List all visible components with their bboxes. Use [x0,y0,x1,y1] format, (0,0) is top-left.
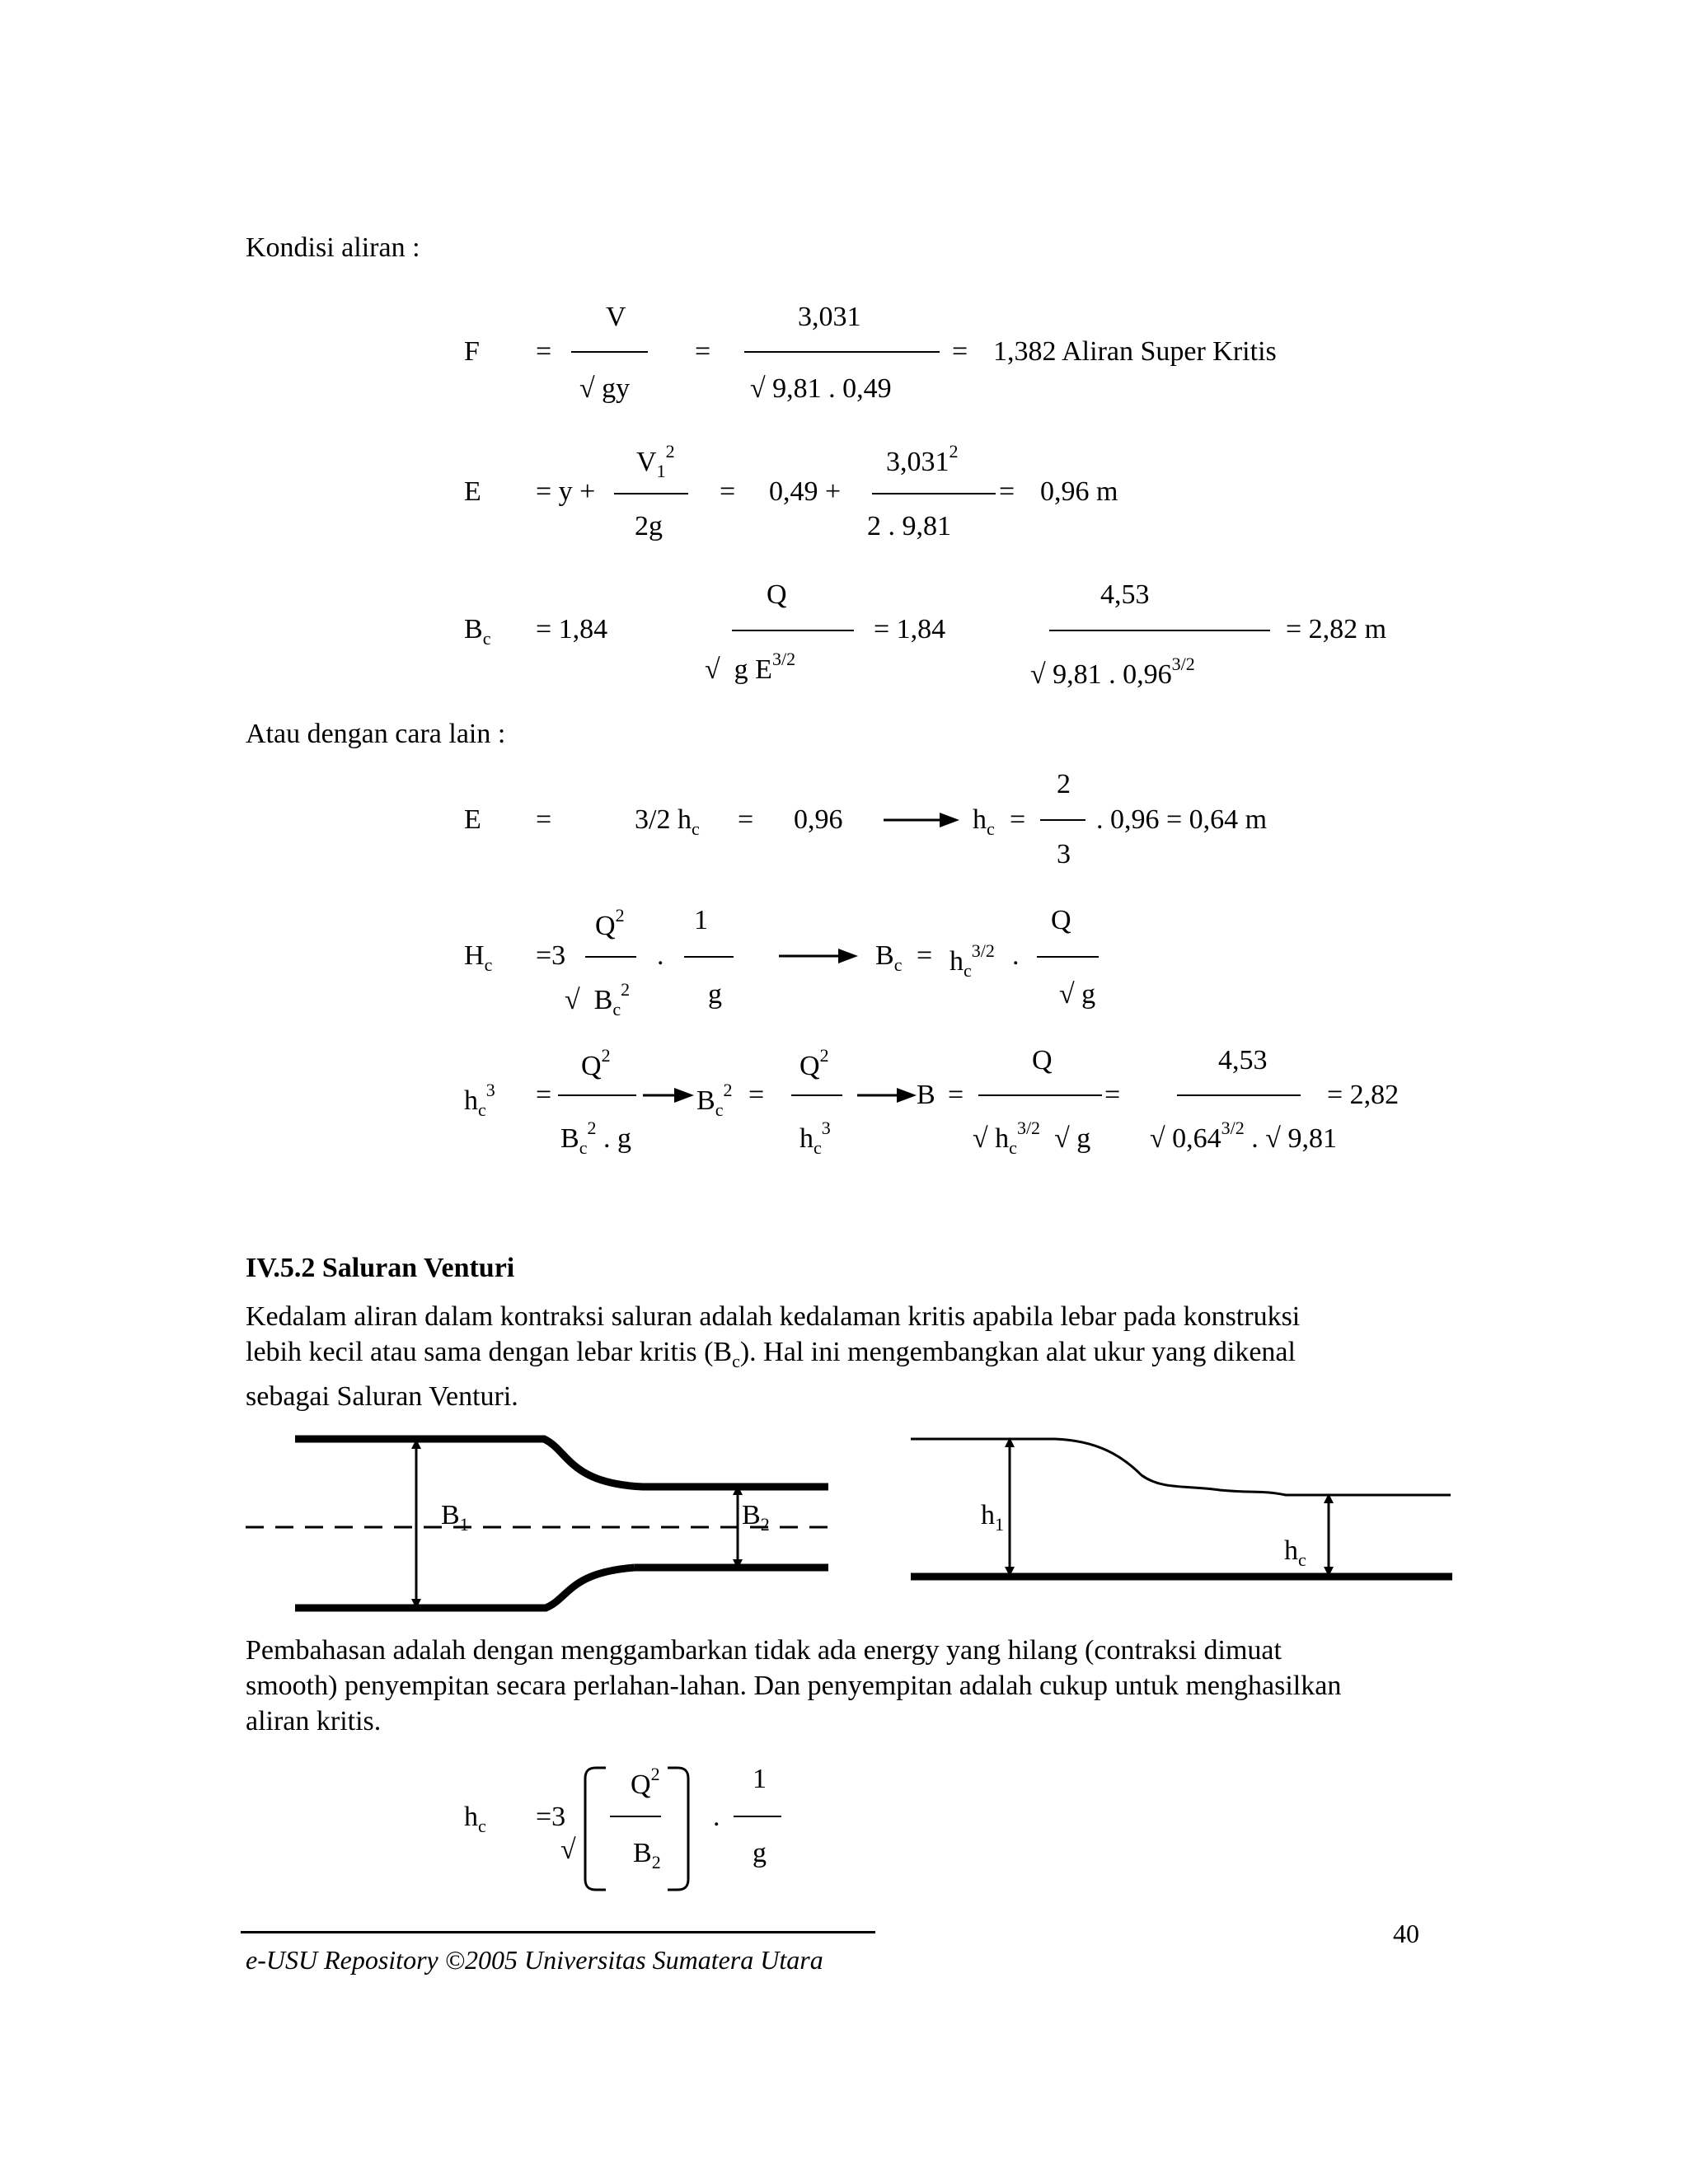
fraction-denominator: √ g $E^{3/2}$ [705,649,796,685]
fraction-numerator: 4,53 [1218,1045,1268,1076]
page-number: 40 [1393,1919,1419,1948]
eq-term: 3/2 $h_c$ [635,804,700,839]
paragraph-discussion [246,1633,1449,1739]
eq-sign: = [1104,1080,1121,1110]
fraction-numerator: 1 [753,1764,767,1794]
fraction-denominator: √ $B_c^2$ [565,979,631,1019]
fraction-numerator: 1 [694,905,708,935]
eq-term: $h_c$ [973,804,995,839]
label-b2: $B_2$ [742,1500,770,1535]
fraction-numerator: V [606,302,626,332]
eq-sign: = [1010,804,1026,835]
plan-view [246,1439,828,1608]
fraction-numerator: $Q^2$ [799,1045,829,1081]
heading-kondisi-aliran: Kondisi aliran : [246,232,420,263]
section-title: IV.5.2 Saluran Venturi [246,1253,515,1283]
eq-term: 0,49 + [769,476,842,507]
fraction-denominator: √ $h_c^{3/2}$ √ g [973,1118,1091,1158]
fraction-numerator: 3,031 [798,302,861,332]
eq-sign: = [695,336,711,367]
eq-lhs: $h_c^3$ [464,1080,495,1120]
fraction-denominator: √ 9,81 . 0,49 [750,373,892,404]
eq-sign: = [536,336,552,367]
paragraph-line: Pembahasan adalah dengan menggambarkan tidak ada energy yang hilang (contraksi dimuat [246,1635,1282,1666]
footer-rule [241,1931,875,1933]
fraction-numerator: $Q^2$ [595,905,625,941]
label-hc: $h_c$ [1284,1535,1306,1570]
paragraph-line: aliran kritis. [246,1706,382,1736]
eq-sign: = [748,1080,765,1110]
fraction-denominator: 2 . 9,81 [867,511,951,541]
eq-dot: . [713,1802,720,1832]
eq-sign: = [917,940,933,971]
fraction-numerator: $Q^2$ [581,1045,611,1081]
eq-lhs: $h_c$ [464,1802,486,1836]
eq-value: 0,96 [794,804,843,835]
paragraph-line: sebagai Saluran Venturi. [246,1381,518,1412]
fraction-denominator: √ 9,81 . $0,96^{3/2}$ [1030,654,1195,690]
eq-sign: = [720,476,736,507]
fraction-denominator: $B_c^2$ . g [560,1118,631,1158]
eq-sign: = [948,1080,964,1110]
eq-sign: = [536,804,552,835]
eq-result: 1,382 Aliran Super Kritis [993,336,1277,367]
fraction-numerator: $V_1^2$ [636,441,675,481]
eq-term: $B_c$ [875,940,903,975]
eq-dot: . [1012,940,1020,971]
fraction-numerator: 3,031$^2$ [886,441,959,477]
fraction-numerator: Q [767,579,787,610]
eq-lhs: F [464,336,480,367]
label-h1: $h_1$ [981,1500,1004,1535]
eq-sign: = [536,1080,552,1110]
fraction-denominator: 3 [1057,839,1071,869]
fraction-denominator: g [708,979,722,1010]
sqrt-symbol: √ [560,1835,576,1865]
eq-rhs: = y + [536,476,596,507]
label-b1: $B_1$ [441,1500,469,1535]
fraction-bar [610,1816,661,1817]
eq-rhs: =3 [536,1802,566,1832]
eq-sign: = [738,804,754,835]
eq-term: = 1,84 [874,614,946,644]
eq-term: B [917,1080,935,1110]
fraction-denominator: √ gy [579,373,631,404]
eq-rhs: =3 [536,940,566,971]
heading-atau-dengan-cara-lain: Atau dengan cara lain : [246,719,506,749]
footer-text: e-USU Repository ©2005 Universitas Sumatera Utara [246,1945,823,1975]
eq-term: $B_c^2$ [696,1080,733,1120]
fraction-numerator: Q [1051,905,1071,935]
eq-sign: = [999,476,1015,507]
fraction-denominator: √ $0,64^{3/2}$ . √ 9,81 [1150,1118,1337,1154]
fraction-denominator: g [753,1838,767,1868]
eq-lhs: $B_c$ [464,614,491,649]
fraction-denominator: $B_2$ [633,1838,661,1872]
fraction-numerator: $Q^2$ [631,1764,660,1800]
eq-rhs: = 1,84 [536,614,608,644]
eq-result: 0,96 m [1040,476,1118,507]
fraction-denominator: 2g [635,511,663,541]
fraction-numerator: Q [1032,1045,1053,1076]
fraction-denominator: √ g [1059,979,1096,1010]
eq-result: = 2,82 m [1286,614,1387,644]
eq-dot: . [657,940,664,971]
eq-lhs: E [464,476,481,507]
fraction-bar [734,1816,781,1817]
fraction-denominator: $h_c^3$ [799,1118,831,1158]
eq-lhs: E [464,804,481,835]
eq-result: = 2,82 [1327,1080,1400,1110]
paragraph-line: Kedalam aliran dalam kontraksi saluran adalah kedalaman kritis apabila lebar pada konstruksi [246,1301,1301,1332]
fraction-numerator: 2 [1057,769,1071,799]
eq-term: $h_c^{3/2}$ [950,940,995,981]
eq-result: . 0,96 = 0,64 m [1096,804,1268,835]
eq-sign: = [952,336,968,367]
paragraph-line: lebih kecil atau sama dengan lebar kritis $(B_c)$. Hal ini mengembangkan alat ukur yang dikenal [246,1337,1296,1371]
eq-lhs: $H_c$ [464,940,493,975]
fraction-numerator: 4,53 [1100,579,1150,610]
paragraph-line: smooth) penyempitan secara perlahan-lahan. Dan penyempitan adalah cukup untuk menghasilkan [246,1671,1342,1701]
